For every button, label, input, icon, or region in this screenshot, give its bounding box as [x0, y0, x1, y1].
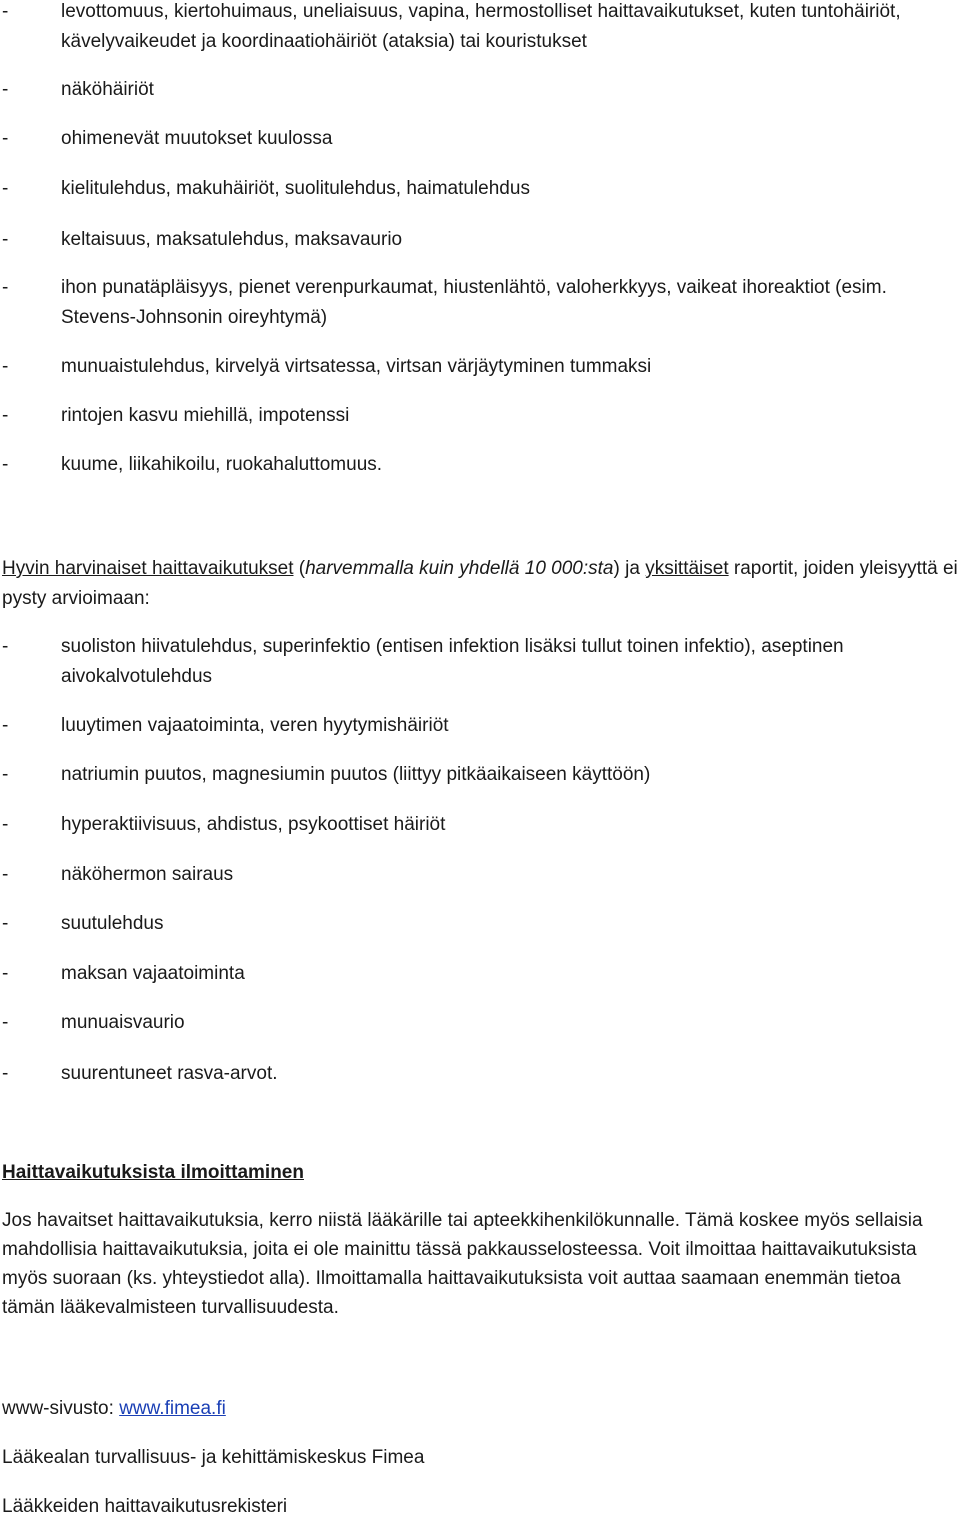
- list-item-text: levottomuus, kiertohuimaus, uneliaisuus, vapina, hermostolliset haittavaikutukset, kuten tuntohäiriöt, kävelyvaikeudet ja koordinaatiohäiriöt (ataksia) tai kouristukset: [61, 1, 901, 52]
- list-item-text: kielitulehdus, makuhäiriöt, suolitulehdus, haimatulehdus: [61, 178, 530, 199]
- connector-text: ) ja: [613, 558, 646, 579]
- list-item-text: rintojen kasvu miehillä, impotenssi: [61, 405, 350, 426]
- list-item-text: kuume, liikahikoilu, ruokahaluttomuus.: [61, 454, 383, 475]
- list-item: [0, 352, 950, 382]
- list-item: [0, 959, 950, 989]
- list-item-text: maksan vajaatoiminta: [61, 963, 245, 984]
- list-dash: -: [2, 356, 9, 377]
- list-item-text: keltaisuus, maksatulehdus, maksavaurio: [61, 229, 403, 250]
- paren-open: (: [298, 558, 306, 579]
- website-label: www-sivusto:: [2, 1398, 120, 1419]
- list-item: [0, 401, 950, 431]
- rare-effects-intro: [2, 554, 958, 614]
- list-dash: -: [2, 229, 9, 250]
- list-dash: -: [2, 405, 9, 426]
- list-item: [0, 225, 950, 255]
- single-reports-word: yksittäiset: [645, 558, 729, 579]
- list-dash: -: [2, 715, 9, 736]
- list-dash: -: [2, 454, 9, 475]
- list-dash: -: [2, 128, 9, 149]
- organization-name: Lääkealan turvallisuus- ja kehittämiskeskus Fimea: [2, 1447, 425, 1468]
- rare-effects-rest: raportit, joiden yleisyyttä ei pysty arvioimaan:: [2, 558, 958, 609]
- list-item-text: suoliston hiivatulehdus, superinfektio (entisen infektion lisäksi tullut toinen infektio), aseptinen aivokalvotulehdus: [61, 636, 844, 687]
- list-dash: -: [2, 963, 9, 984]
- reporting-body: Jos havaitset haittavaikutuksia, kerro niistä lääkärille tai apteekkihenkilökunnalle. Tämä koskee myös sellaisia mahdollisia haittavaikutuksia, joita ei ole mainittu tässä pakkausselosteessa. Voit ilmoittaa haittavaikutuksista myös suoraan (ks. yhteystiedot alla). Ilmoittamalla haittavaikutuksista voit auttaa saamaan enemmän tietoa tämän lääkevalmisteen turvallisuudesta.: [2, 1210, 923, 1318]
- list-item: [0, 760, 950, 790]
- reporting-heading: Haittavaikutuksista ilmoittaminen: [2, 1162, 304, 1183]
- list-item: [0, 1059, 950, 1089]
- rare-effects-heading: Hyvin harvinaiset haittavaikutukset: [2, 558, 294, 579]
- list-item-text: näköhermon sairaus: [61, 864, 234, 885]
- list-item: [0, 75, 950, 105]
- website-line: [2, 1394, 958, 1423]
- list-item-text: suurentuneet rasva-arvot.: [61, 1063, 278, 1084]
- list-item: [0, 810, 950, 840]
- list-item-text: ohimenevät muutokset kuulossa: [61, 128, 333, 149]
- list-dash: -: [2, 79, 9, 100]
- frequency-text: harvemmalla kuin yhdellä 10 000:sta: [305, 558, 614, 579]
- list-dash: -: [2, 1, 9, 22]
- fimea-website-link[interactable]: www.fimea.fi: [119, 1398, 226, 1419]
- list-item: [0, 174, 950, 204]
- list-dash: -: [2, 864, 9, 885]
- list-item: [0, 273, 950, 333]
- list-dash: -: [2, 277, 9, 298]
- list-item: [0, 711, 950, 741]
- list-dash: -: [2, 1012, 9, 1033]
- list-dash: -: [2, 636, 9, 657]
- list-item-text: munuaisvaurio: [61, 1012, 185, 1033]
- list-dash: -: [2, 178, 9, 199]
- list-dash: -: [2, 814, 9, 835]
- list-dash: -: [2, 1063, 9, 1084]
- list-dash: -: [2, 913, 9, 934]
- list-item-text: luuytimen vajaatoiminta, veren hyytymishäiriöt: [61, 715, 449, 736]
- list-item-text: ihon punatäpläisyys, pienet verenpurkaumat, hiustenlähtö, valoherkkyys, vaikeat ihoreaktiot (esim. Stevens-Johnsonin oireyhtymä): [61, 277, 887, 328]
- list-item-text: natriumin puutos, magnesiumin puutos (liittyy pitkäaikaiseen käyttöön): [61, 764, 651, 785]
- registry-name: Lääkkeiden haittavaikutusrekisteri: [2, 1496, 288, 1517]
- list-item-text: suutulehdus: [61, 913, 164, 934]
- list-item-text: hyperaktiivisuus, ahdistus, psykoottiset häiriöt: [61, 814, 446, 835]
- list-dash: -: [2, 764, 9, 785]
- list-item: [0, 0, 950, 57]
- list-item-text: munuaistulehdus, kirvelyä virtsatessa, virtsan värjäytyminen tummaksi: [61, 356, 652, 377]
- list-item: [0, 450, 950, 480]
- list-item: [0, 909, 950, 939]
- list-item: [0, 632, 950, 692]
- list-item-text: näköhäiriöt: [61, 79, 154, 100]
- list-item: [0, 124, 950, 154]
- list-item: [0, 860, 950, 890]
- list-item: [0, 1008, 950, 1038]
